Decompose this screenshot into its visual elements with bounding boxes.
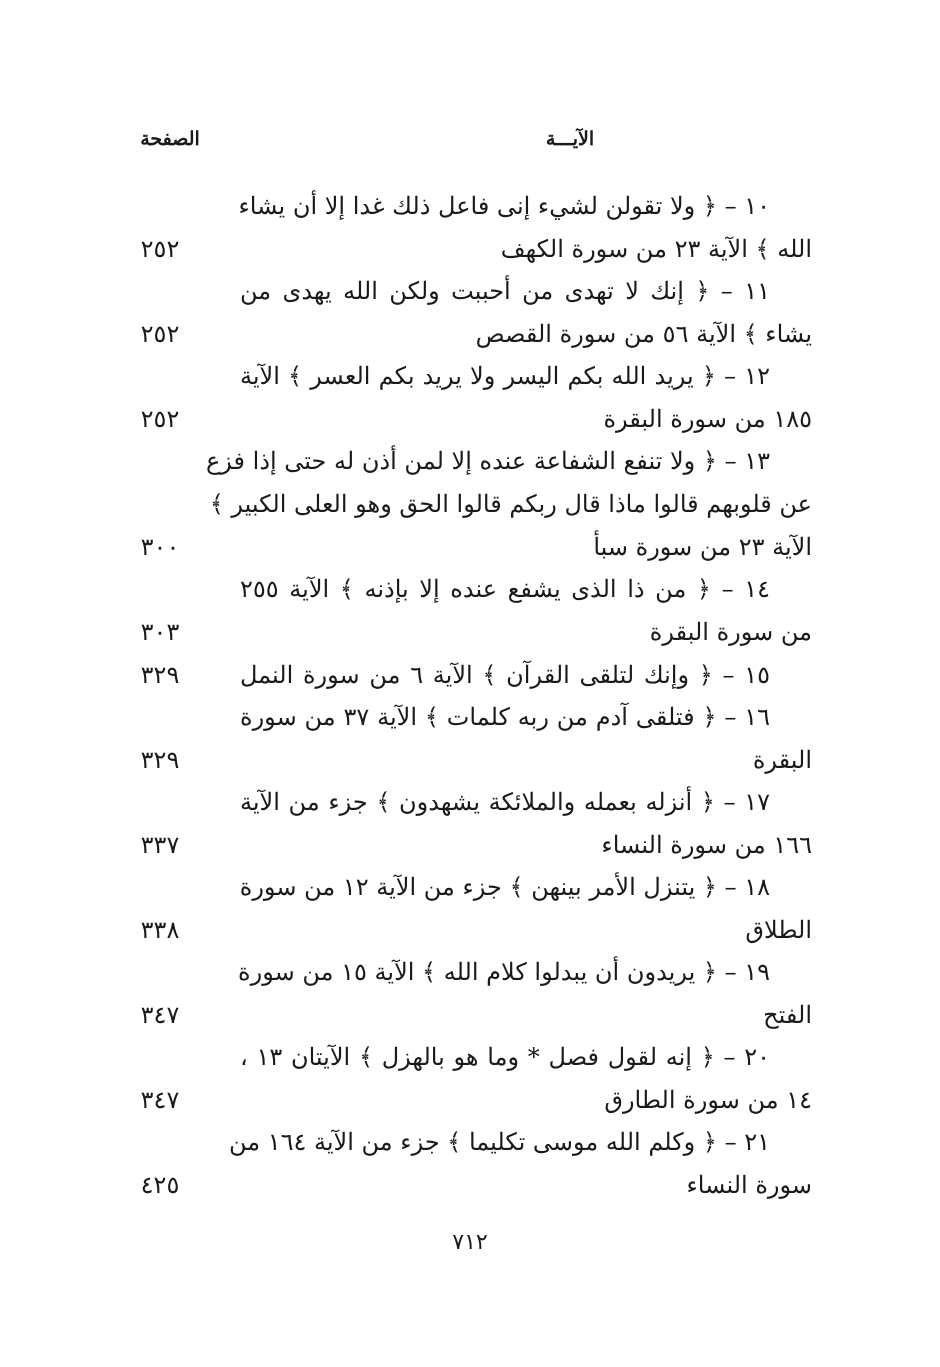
entry-21-line-1: ٢١ – ﴿ وكلم الله موسى تكليما ﴾ جزء من الآية ١٦٤ من — [228, 1128, 770, 1156]
entry-16-page-number: ٣٢٩ — [140, 746, 180, 774]
entry-16-line-2: البقرة — [752, 746, 812, 774]
entry-10-line-1: ١٠ – ﴿ ولا تقولن لشيء إنى فاعل ذلك غدا إلا أن يشاء — [238, 192, 770, 220]
entry-11-page-number: ٢٥٢ — [140, 320, 180, 348]
page-folio-number: ٧١٢ — [452, 1230, 488, 1255]
column-header-ayah: الآيـــة — [545, 128, 595, 150]
entry-13-page-number: ٣٠٠ — [140, 533, 180, 561]
entry-15-line-1: ١٥ – ﴿ وإنك لتلقى القرآن ﴾ الآية ٦ من سورة النمل — [240, 661, 770, 689]
entry-20-page-number: ٣٤٧ — [140, 1086, 180, 1114]
entry-11-line-1: ١١ – ﴿ إنك لا تهدى من أحببت ولكن الله يهدى من — [240, 277, 771, 305]
entry-19-page-number: ٣٤٧ — [140, 1001, 180, 1029]
entry-13-line-2: عن قلوبهم قالوا ماذا قال ربكم قالوا الحق وهو العلى الكبير ﴾ — [209, 490, 812, 518]
entry-21-line-2: سورة النساء — [686, 1171, 812, 1199]
entry-14-page-number: ٣٠٣ — [140, 618, 180, 646]
entry-14-line-1: ١٤ – ﴿ من ذا الذى يشفع عنده إلا بإذنه ﴾ الآية ٢٥٥ — [240, 575, 770, 603]
entry-15-page-number: ٣٢٩ — [140, 661, 180, 689]
entry-13-line-1: ١٣ – ﴿ ولا تنفع الشفاعة عنده إلا لمن أذن له حتى إذا فزع — [205, 447, 770, 475]
entry-21-page-number: ٤٢٥ — [140, 1171, 180, 1199]
entry-17-page-number: ٣٣٧ — [140, 831, 180, 859]
entry-10-line-2: الله ﴾ الآية ٢٣ من سورة الكهف — [500, 235, 812, 263]
entry-10-page-number: ٢٥٢ — [140, 235, 180, 263]
entry-12-page-number: ٢٥٢ — [140, 405, 180, 433]
entry-17-line-2: ١٦٦ من سورة النساء — [601, 831, 812, 859]
entry-20-line-1: ٢٠ – ﴿ إنه لقول فصل * وما هو بالهزل ﴾ الآيتان ١٣ ، — [240, 1043, 770, 1071]
entry-18-page-number: ٣٣٨ — [140, 916, 180, 944]
entry-12-line-2: ١٨٥ من سورة البقرة — [603, 405, 812, 433]
entry-18-line-1: ١٨ – ﴿ يتنزل الأمر بينهن ﴾ جزء من الآية ١٢ من سورة — [239, 873, 770, 901]
entry-18-line-2: الطلاق — [745, 916, 812, 944]
entry-19-line-1: ١٩ – ﴿ يريدون أن يبدلوا كلام الله ﴾ الآية ١٥ من سورة — [238, 958, 770, 986]
entry-13-line-3: الآية ٢٣ من سورة سبأ — [593, 533, 812, 561]
entry-16-line-1: ١٦ – ﴿ فتلقى آدم من ربه كلمات ﴾ الآية ٣٧ من سورة — [240, 703, 770, 731]
entry-12-line-1: ١٢ – ﴿ يريد الله بكم اليسر ولا يريد بكم العسر ﴾ الآية — [240, 362, 770, 390]
entry-19-line-2: الفتح — [763, 1001, 812, 1029]
entry-14-line-2: من سورة البقرة — [649, 618, 812, 646]
entry-20-line-2: ١٤ من سورة الطارق — [604, 1086, 812, 1114]
entry-17-line-1: ١٧ – ﴿ أنزله بعمله والملائكة يشهدون ﴾ جزء من الآية — [240, 788, 770, 816]
column-header-page: الصفحة — [140, 128, 200, 150]
entry-11-line-2: يشاء ﴾ الآية ٥٦ من سورة القصص — [475, 320, 812, 348]
